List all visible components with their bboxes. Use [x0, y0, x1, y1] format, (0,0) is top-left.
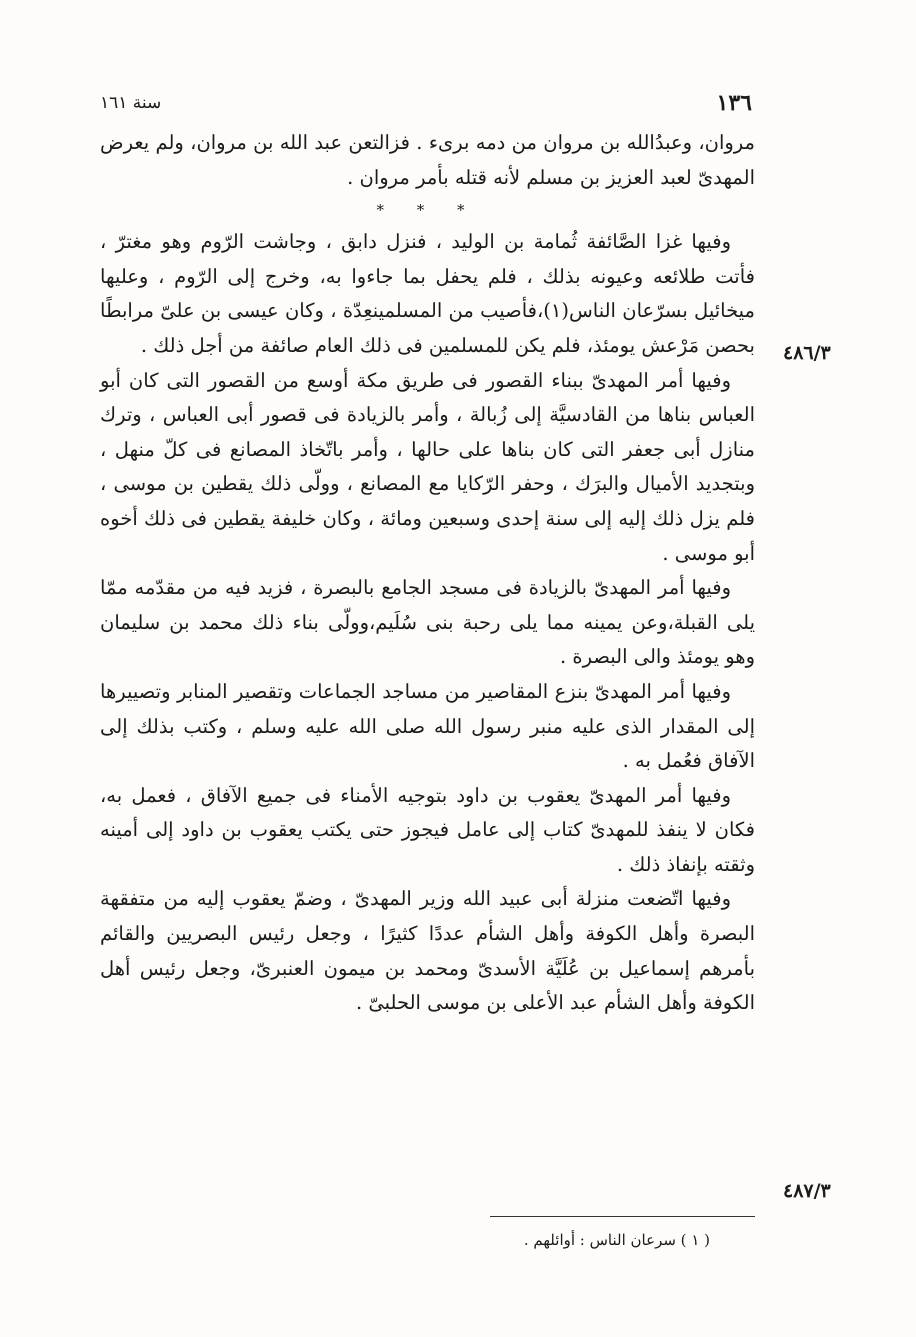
paragraph-5: وفيها أمر المهدىّ بنزع المقاصير من مساجد الجماعات وتقصير المنابر وتصييرها إلى المقدار الذى عليه منبر رسول الله صلى الله عليه وسلم ، وكتب بذلك إلى الآفاق فعُمل به .: [100, 679, 755, 773]
paragraph-3: وفيها أمر المهدىّ ببناء القصور فى طريق مكة أوسع من القصور التى كان أبو العباس بناها من القادسيَّة إلى زُبالة ، وأمر بالزيادة فى قصور أبى العباس ، وترك منازل أبى جعفر التى كان بناها على حالها ، وأمر باتّخاذ المصانع فى كلّ منهل ، وبتجديد الأميال والبرَك ، وحفر الرّكايا مع المصانع ، وولّى ذلك يقطين بن موسى ، فلم يزل ذلك إليه إلى سنة إحدى وسبعين ومائة ، وكان خليفة يقطين فى ذلك أخوه أبو موسى .: [100, 368, 755, 565]
page-number: ١٣٦: [716, 90, 752, 116]
margin-reference: ٤٨٧/٣: [783, 1180, 831, 1202]
section-separator: * * *: [376, 201, 479, 220]
paragraph-6: وفيها أمر المهدىّ يعقوب بن داود بتوجيه الأمناء فى جميع الآفاق ، فعمل به، فكان لا ينفذ للمهدىّ كتاب إلى عامل فيجوز حتى يكتب يعقوب بن داود إلى أمينه وثقته بإنفاذ ذلك .: [100, 783, 755, 876]
footnote: ( ١ ) سرعان الناس : أوائلهم .: [523, 1231, 710, 1249]
paragraph-1: مروان، وعبدُالله بن مروان من دمه برىء . فزالتعن عبد الله بن مروان، ولم يعرض المهدىّ لعبد العزيز بن مسلم لأنه قتله بأمر مروان .: [100, 131, 755, 189]
page-header: [100, 86, 752, 120]
margin-reference: ٤٨٦/٣: [783, 342, 831, 364]
paragraph-4: وفيها أمر المهدىّ بالزيادة فى مسجد الجامع بالبصرة ، فزيد فيه من مقدّمه ممّا يلى القبلة،وعن يمينه مما يلى رحبة بنى سُلَيم،وولّى بناء ذلك محمد بن سليمان وهو يومئذ والى البصرة .: [100, 576, 755, 669]
footnote-divider: [490, 1216, 755, 1217]
main-text: [100, 126, 755, 1021]
paragraph-2: وفيها غزا الصَّائفة ثُمامة بن الوليد ، فنزل دابق ، وجاشت الرّوم وهو مغترّ ، فأتت طلائعه وعيونه بذلك ، فلم يحفل بما جاءوا به، وخرج إلى الرّوم ، وعليها ميخائيل بسرّعان الناس(١)،فأصيب من المسلمينعِدّة ، وكان عيسى بن علىّ مرابطًا بحصن مَرْعش يومئذ، فلم يكن للمسلمين فى ذلك العام صائفة من أجل ذلك .: [100, 230, 755, 357]
running-head-year: سنة ١٦١: [100, 93, 162, 113]
paragraph-7: وفيها اتّضعت منزلة أبى عبيد الله وزير المهدىّ ، وضمّ يعقوب إليه من متفقهة البصرة وأهل الكوفة وأهل الشأم عددًا كثيرًا ، وجعل رئيس البصريين والقائم بأمرهم إسماعيل بن عُلَيَّة الأسدىّ ومحمد بن ميمون العنبرىّ، وجعل رئيس أهل الكوفة وأهل الشأم عبد الأعلى بن موسى الحلبىّ .: [100, 887, 755, 1015]
